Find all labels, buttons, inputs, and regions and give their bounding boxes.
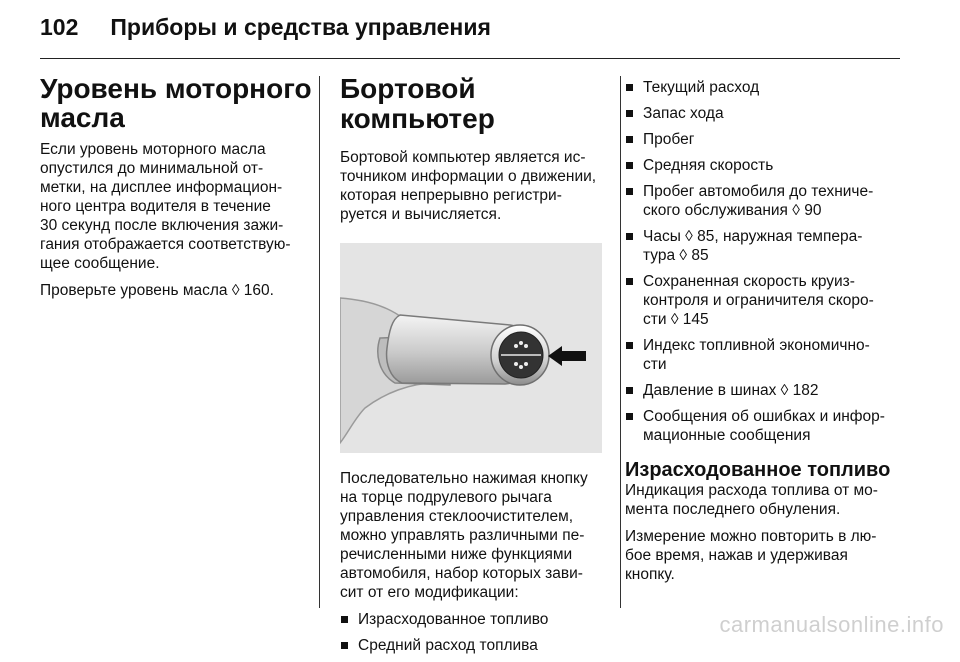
column-divider-1 (319, 76, 320, 608)
trip-computer-heading: Бортовой компьютер (340, 73, 495, 134)
trip-computer-intro: Бортовой компьютер является ис- точником информации о движении, которая непрерывно регистри- руется и вычисляется. (340, 149, 597, 223)
page-title: Приборы и средства управления (110, 14, 491, 40)
page-header (40, 14, 491, 41)
list-item: Пробег автомобиля до техниче- ского обслуживания ◊ 90 (625, 182, 915, 220)
list-item: Сообщения об ошибках и инфор- мационные сообщения (625, 407, 915, 445)
list-item: Запас хода (625, 104, 915, 123)
fuel-used-heading: Израсходованное топливо (625, 459, 891, 481)
oil-level-text: Если уровень моторного масла опустился до минимальной от- метки, на дисплее информацион- ного центра водителя в течение 30 секунд после включения зажи- гания отображается соответствую- щее сообщение. (40, 141, 291, 272)
list-item: Давление в шинах ◊ 182 (625, 381, 915, 400)
trip-computer-instructions: Последовательно нажимая кнопку на торце подрулевого рычага управления стеклоочистителем, можно управлять различными пе- речисленными ниже функциями автомобиля, набор которых зави- сит от его модификации: (340, 470, 588, 601)
column-divider-2 (620, 76, 621, 608)
list-item: Израсходованное топливо (340, 610, 608, 629)
column-functions (625, 78, 915, 592)
list-item: Текущий расход (625, 78, 915, 97)
oil-level-reference: Проверьте уровень масла ◊ 160. (40, 282, 274, 299)
list-item: Индекс топливной экономично- сти (625, 336, 915, 374)
wiper-stalk-illustration (340, 243, 602, 453)
list-item: Пробег (625, 130, 915, 149)
page-number: 102 (40, 14, 79, 40)
fuel-used-text: Индикация расхода топлива от мо- мента последнего обнуления. (625, 482, 878, 518)
wiper-stalk-drawing (340, 243, 602, 453)
function-list-part1 (340, 610, 608, 655)
function-list-part2 (625, 78, 915, 445)
column-trip-computer (340, 74, 608, 662)
header-divider (40, 58, 900, 59)
list-item: Сохраненная скорость круиз- контроля и ограничителя скоро- сти ◊ 145 (625, 272, 915, 329)
list-item: Средняя скорость (625, 156, 915, 175)
oil-level-heading: Уровень моторного масла (40, 73, 312, 133)
fuel-used-reset-text: Измерение можно повторить в лю- бое время, нажав и удерживая кнопку. (625, 528, 877, 583)
watermark: carmanualsonline.info (719, 612, 944, 637)
list-item: Средний расход топлива (340, 636, 608, 655)
list-item: Часы ◊ 85, наружная темпера- тура ◊ 85 (625, 227, 915, 265)
column-oil-level (40, 73, 312, 308)
